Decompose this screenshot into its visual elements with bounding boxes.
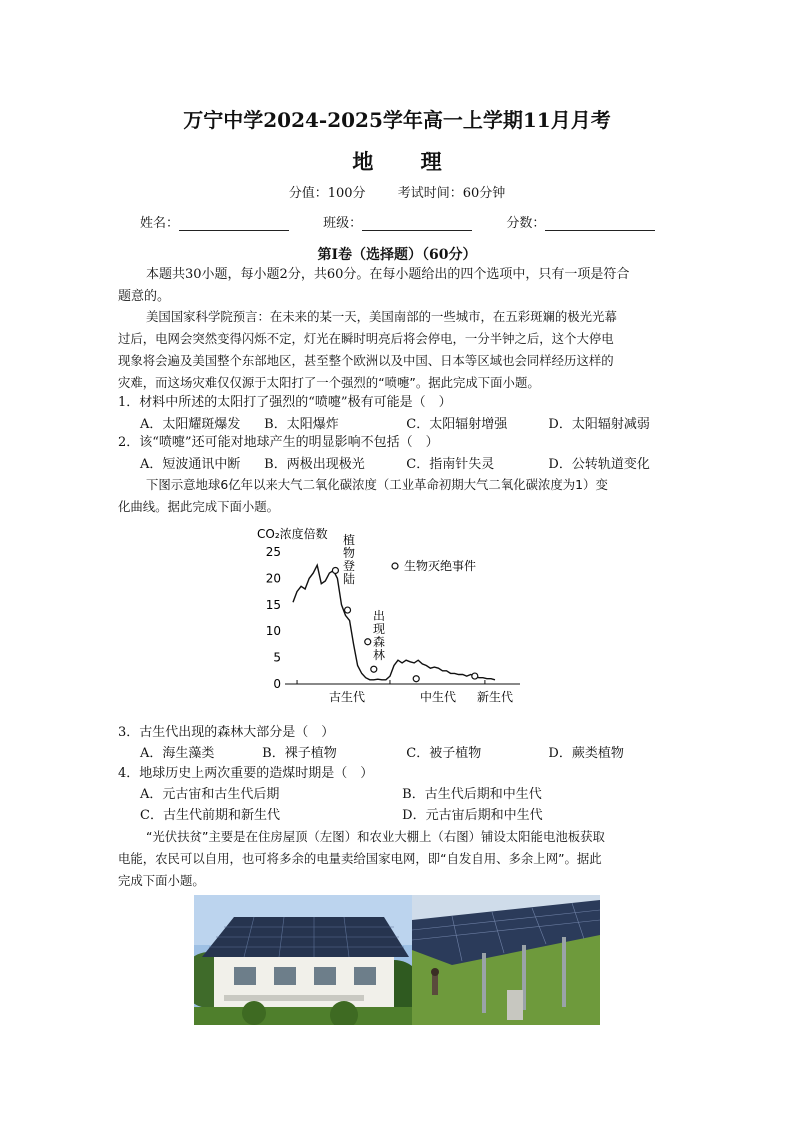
option-c[interactable]: C．被子植物 bbox=[406, 746, 482, 761]
class-field[interactable]: 班级： bbox=[323, 212, 472, 231]
subject-title: 地 理 bbox=[352, 149, 462, 174]
option-a[interactable]: A．短波通讯中断 bbox=[140, 457, 241, 472]
option-c[interactable]: C．指南针失灵 bbox=[406, 457, 495, 472]
annotation-forest: 出现森林 bbox=[373, 609, 386, 662]
option-a[interactable]: A．太阳耀斑爆发 bbox=[140, 417, 241, 432]
legend-label: 生物灭绝事件 bbox=[404, 559, 477, 573]
question-2-options bbox=[140, 454, 650, 476]
score-field[interactable]: 分数： bbox=[506, 212, 655, 231]
option-a[interactable]: A．海生藻类 bbox=[140, 746, 215, 761]
question-3: 3．古生代出现的森林大部分是（ ） bbox=[118, 725, 335, 740]
exam-meta bbox=[0, 182, 794, 201]
option-b[interactable]: B．两极出现极光 bbox=[264, 457, 365, 472]
name-field[interactable]: 姓名： bbox=[140, 212, 289, 231]
option-a[interactable]: A．元古宙和古生代后期 bbox=[140, 787, 280, 802]
photo-greenhouse-solar bbox=[412, 895, 600, 1025]
option-b[interactable]: B．太阳爆炸 bbox=[264, 417, 339, 432]
extinction-point bbox=[345, 607, 351, 613]
name-blank[interactable] bbox=[179, 218, 289, 231]
section-title: 第Ⅰ卷（选择题）（60分） bbox=[317, 247, 477, 263]
student-fields bbox=[140, 212, 685, 231]
co2-series-line bbox=[293, 565, 495, 680]
extinction-point bbox=[371, 666, 377, 672]
option-d[interactable]: D．公转轨道变化 bbox=[548, 457, 650, 472]
question-4-options-row1 bbox=[140, 784, 542, 806]
section-instructions: 本题共30小题，每小题2分，共60分。在每小题给出的四个选项中，只有一项是符合 题意的。 bbox=[118, 267, 630, 304]
photo-rooftop-solar bbox=[194, 895, 412, 1025]
y-tick-label: 0 bbox=[273, 677, 281, 691]
co2-chart bbox=[255, 520, 535, 710]
passage-solar: 美国国家科学院预言：在未来的某一天，美国南部的一些城市，在五彩斑斓的极光光幕 过后，电网会突然变得闪烁不定，灯光在瞬时明亮后将会停电，一分半钟之后，这个大停电 现象将会遍及美国整个东部地区，甚至整个欧洲以及中国、日本等区域也会同样经历这样的 灾难，而这场灾难仅仅源于太阳打了一个强烈的“喷嚏”。据此完成下面小题。 bbox=[118, 309, 617, 390]
annotation-plants-land: 植物登陆 bbox=[343, 533, 356, 586]
era-mesozoic: 中生代 bbox=[420, 690, 457, 704]
option-d[interactable]: D．蕨类植物 bbox=[548, 746, 624, 761]
chart-ylabel: CO₂浓度倍数 bbox=[257, 527, 328, 541]
y-tick-label: 15 bbox=[265, 597, 281, 612]
question-2: 2．该“喷嚏”还可能对地球产生的明显影响不包括（ ） bbox=[118, 435, 439, 450]
extinction-point bbox=[413, 676, 419, 682]
era-cenozoic: 新生代 bbox=[477, 690, 514, 704]
option-c[interactable]: C．太阳辐射增强 bbox=[406, 417, 508, 432]
y-tick-label: 25 bbox=[265, 545, 281, 559]
extinction-point bbox=[365, 639, 371, 645]
passage-solar-pv: “光伏扶贫”主要是在住房屋顶（左图）和农业大棚上（右图）铺设太阳能电池板获取 电能，农民可以自用，也可将多余的电量卖给国家电网，即“自发自用、多余上网”。据此 完成下面小题。 bbox=[118, 829, 605, 888]
era-paleozoic: 古生代 bbox=[329, 690, 366, 704]
y-tick-label: 5 bbox=[273, 650, 281, 665]
question-1: 1．材料中所述的太阳打了强烈的“喷嚏”极有可能是（ ） bbox=[118, 395, 452, 410]
option-b[interactable]: B．古生代后期和中生代 bbox=[402, 787, 542, 802]
option-d[interactable]: D．元古宙后期和中生代 bbox=[402, 808, 543, 823]
option-b[interactable]: B．裸子植物 bbox=[262, 746, 337, 761]
score-blank[interactable] bbox=[545, 218, 655, 231]
extinction-point bbox=[332, 567, 338, 573]
question-4-options-row2 bbox=[140, 805, 543, 827]
legend-marker bbox=[392, 563, 398, 569]
option-c[interactable]: C．古生代前期和新生代 bbox=[140, 808, 280, 823]
time-info: 考试时间：60分钟 bbox=[397, 186, 506, 201]
question-3-options bbox=[140, 743, 624, 765]
question-4: 4．地球历史上两次重要的造煤时期是（ ） bbox=[118, 766, 374, 781]
score-info: 分值：100分 bbox=[288, 186, 366, 201]
y-tick-label: 10 bbox=[265, 624, 281, 639]
passage-co2: 下图示意地球6亿年以来大气二氧化碳浓度（工业革命初期大气二氧化碳浓度为1）变 化曲线。据此完成下面小题。 bbox=[118, 477, 608, 514]
exam-title: 万宁中学2024-2025学年高一上学期11月月考 bbox=[183, 108, 611, 132]
y-ticks bbox=[266, 545, 281, 691]
extinction-point bbox=[472, 673, 478, 679]
class-blank[interactable] bbox=[362, 218, 472, 231]
y-tick-label: 20 bbox=[265, 571, 281, 586]
option-d[interactable]: D．太阳辐射减弱 bbox=[548, 417, 650, 432]
